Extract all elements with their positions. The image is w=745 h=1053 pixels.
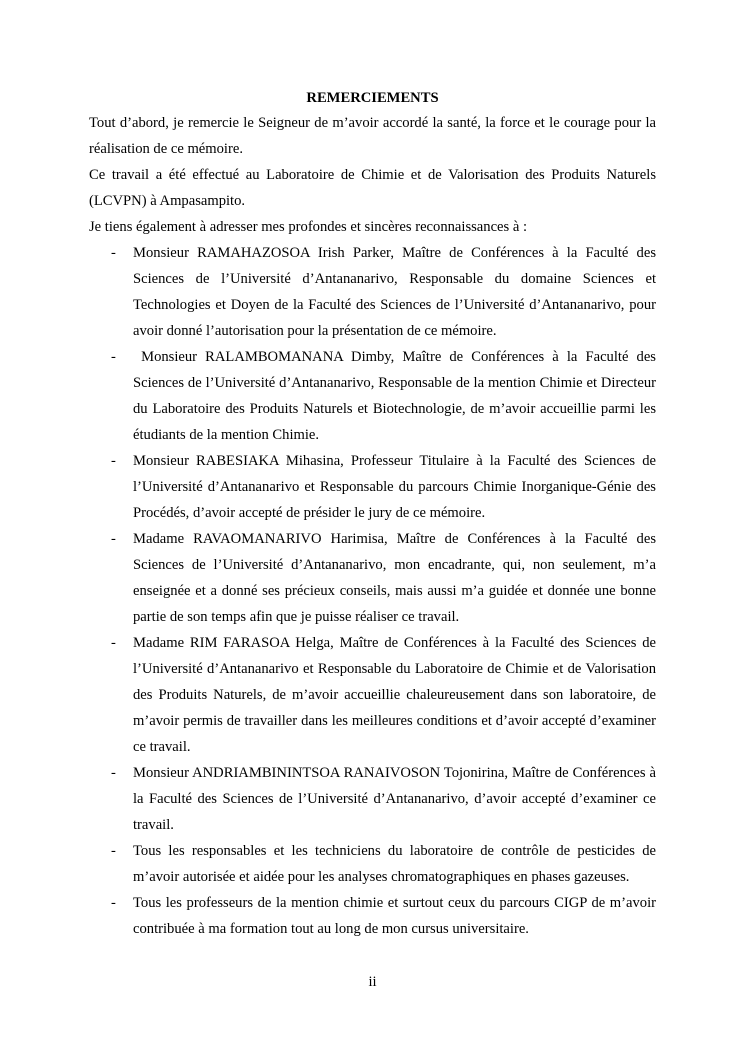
bullet-dash: - (111, 453, 116, 469)
list-item-text: Monsieur ANDRIAMBININTSOA RANAIVOSON Tojonirina, Maître de Conférences à la Faculté des Sciences de l’Université d’Antananarivo, d’avoir accepté d’examiner ce travail. (133, 765, 656, 833)
bullet-dash: - (111, 843, 116, 859)
bullet-dash: - (111, 635, 116, 651)
bullet-dash: - (111, 531, 116, 547)
intro-paragraph-1: Tout d’abord, je remercie le Seigneur de m’avoir accordé la santé, la force et le courage pour la réalisation de ce mémoire. (89, 115, 656, 157)
list-item (89, 890, 656, 942)
page-number: ii (368, 974, 377, 990)
list-item-text: Monsieur RABESIAKA Mihasina, Professeur Titulaire à la Faculté des Sciences de l’Université d’Antananarivo et Responsable du parcours Chimie Inorganique-Génie des Procédés, d’avoir accepté de présider le jury de ce mémoire. (133, 453, 656, 521)
list-item (89, 240, 656, 344)
list-item-text: Tous les professeurs de la mention chimie et surtout ceux du parcours CIGP de m’avoir contribuée à ma formation tout au long de mon cursus universitaire. (133, 895, 656, 937)
bullet-dash: - (111, 895, 116, 911)
list-item (89, 630, 656, 760)
list-item (89, 448, 656, 526)
bullet-dash: - (111, 245, 116, 261)
list-item (89, 526, 656, 630)
list-item-text: Monsieur RAMAHAZOSOA Irish Parker, Maître de Conférences à la Faculté des Sciences de l’Université d’Antananarivo, Responsable du domaine Sciences et Technologies et Doyen de la Faculté des Sciences de l’Université d’Antananarivo, pour avoir donné l’autorisation pour la présentation de ce mémoire. (133, 245, 656, 339)
intro-paragraph-3: Je tiens également à adresser mes profondes et sincères reconnaissances à : (89, 219, 528, 235)
intro-paragraph-2: Ce travail a été effectué au Laboratoire de Chimie et de Valorisation des Produits Naturels (LCVPN) à Ampasampito. (89, 167, 656, 209)
list-item (89, 344, 660, 448)
page-content (89, 86, 660, 942)
list-item-text: Tous les responsables et les techniciens du laboratoire de contrôle de pesticides de m’avoir autorisée et aidée pour les analyses chromatographiques en phases gazeuses. (133, 843, 656, 885)
list-item-text: Madame RAVAOMANARIVO Harimisa, Maître de Conférences à la Faculté des Sciences de l’Université d’Antananarivo, mon encadrante, qui, non seulement, m’a enseignée et a donné ses précieux conseils, mais aussi m’a guidée et donnée une bonne partie de son temps afin que je puisse réaliser ce travail. (133, 531, 656, 625)
page-title: REMERCIEMENTS (306, 90, 439, 106)
list-item-text: Monsieur RALAMBOMANANA Dimby, Maître de Conférences à la Faculté des Sciences de l’Université d’Antananarivo, Responsable de la mention Chimie et Directeur du Laboratoire des Produits Naturels et Biotechnologie, de m’avoir accueillie parmi les étudiants de la mention Chimie. (133, 349, 660, 443)
list-item (89, 838, 656, 890)
list-item (89, 760, 656, 838)
bullet-dash: - (111, 765, 116, 781)
bullet-dash: - (111, 349, 116, 365)
list-item-text: Madame RIM FARASOA Helga, Maître de Conférences à la Faculté des Sciences de l’Université d’Antananarivo et Responsable du Laboratoire de Chimie et de Valorisation des Produits Naturels, de m’avoir accueillie chaleureusement dans son laboratoire, de m’avoir permis de travailler dans les meilleures conditions et d’avoir accepté d’examiner ce travail. (133, 635, 656, 755)
acknowledgement-list (89, 240, 660, 942)
